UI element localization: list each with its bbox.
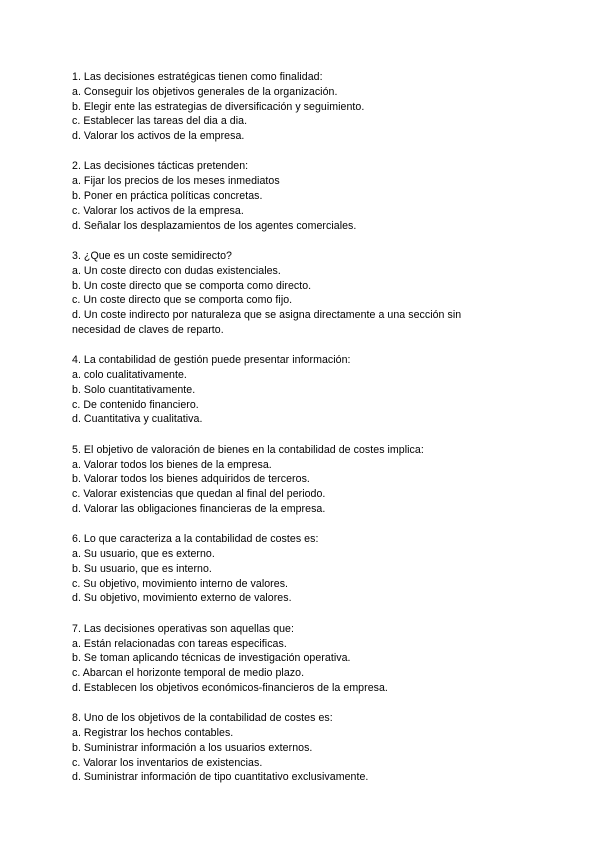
answer-option: b. Suministrar información a los usuarios externos. xyxy=(72,741,313,754)
question-6 xyxy=(72,532,532,606)
answer-option: b. Elegir ente las estrategias de diversificación y seguimiento. xyxy=(72,100,365,113)
answer-option: a. Conseguir los objetivos generales de la organización. xyxy=(72,85,338,98)
question-2 xyxy=(72,159,532,233)
answer-option: a. Están relacionadas con tareas especificas. xyxy=(72,637,287,650)
answer-option: a. Su usuario, que es externo. xyxy=(72,548,215,561)
question-5 xyxy=(72,443,532,517)
question-prompt: 5. El objetivo de valoración de bienes en la contabilidad de costes implica: xyxy=(72,443,424,456)
answer-option: a. Fijar los precios de los meses inmediatos xyxy=(72,175,280,188)
answer-option-continuation: necesidad de claves de reparto. xyxy=(72,323,224,336)
question-prompt: 3. ¿Que es un coste semidirecto? xyxy=(72,249,232,262)
question-3 xyxy=(72,249,532,338)
answer-option: d. Establecen los objetivos económicos-financieros de la empresa. xyxy=(72,681,388,694)
answer-option: c. Establecer las tareas del dia a dia. xyxy=(72,115,248,128)
answer-option: c. De contenido financiero. xyxy=(72,398,199,411)
answer-option: c. Valorar los activos de la empresa. xyxy=(72,204,244,217)
answer-option: c. Un coste directo que se comporta como fijo. xyxy=(72,294,293,307)
answer-option: b. Poner en práctica políticas concretas. xyxy=(72,190,263,203)
answer-option: a. colo cualitativamente. xyxy=(72,369,187,382)
answer-option: d. Señalar los desplazamientos de los agentes comerciales. xyxy=(72,219,357,232)
question-prompt: 6. Lo que caracteriza a la contabilidad de costes es: xyxy=(72,533,319,546)
question-1 xyxy=(72,70,532,144)
question-prompt: 7. Las decisiones operativas son aquellas que: xyxy=(72,622,294,635)
answer-option: c. Abarcan el horizonte temporal de medio plazo. xyxy=(72,667,305,680)
question-prompt: 2. Las decisiones tácticas pretenden: xyxy=(72,160,249,173)
answer-option: a. Registrar los hechos contables. xyxy=(72,726,234,739)
question-prompt: 1. Las decisiones estratégicas tienen como finalidad: xyxy=(72,71,323,83)
answer-option: a. Valorar todos los bienes de la empresa. xyxy=(72,458,272,471)
answer-option: c. Valorar los inventarios de existencias. xyxy=(72,756,263,769)
answer-option: b. Un coste directo que se comporta como directo. xyxy=(72,279,312,292)
question-prompt: 8. Uno de los objetivos de la contabilidad de costes es: xyxy=(72,712,333,725)
answer-option: b. Se toman aplicando técnicas de investigación operativa. xyxy=(72,652,351,665)
answer-option: d. Cuantitativa y cualitativa. xyxy=(72,413,203,426)
answer-option: b. Valorar todos los bienes adquiridos de terceros. xyxy=(72,473,310,486)
answer-option: b. Su usuario, que es interno. xyxy=(72,562,212,575)
answer-option: b. Solo cuantitativamente. xyxy=(72,383,196,396)
answer-option: d. Su objetivo, movimiento externo de valores. xyxy=(72,592,292,605)
answer-option: d. Valorar las obligaciones financieras de la empresa. xyxy=(72,502,326,515)
question-7 xyxy=(72,622,532,696)
answer-option: d. Valorar los activos de la empresa. xyxy=(72,130,245,143)
document-page xyxy=(72,70,532,801)
answer-option: d. Suministrar información de tipo cuantitativo exclusivamente. xyxy=(72,771,369,784)
answer-option: c. Valorar existencias que quedan al final del periodo. xyxy=(72,488,326,501)
question-prompt: 4. La contabilidad de gestión puede presentar información: xyxy=(72,354,351,367)
answer-option: c. Su objetivo, movimiento interno de valores. xyxy=(72,577,289,590)
answer-option: a. Un coste directo con dudas existenciales. xyxy=(72,264,281,277)
question-8 xyxy=(72,711,532,785)
question-4 xyxy=(72,353,532,427)
answer-option: d. Un coste indirecto por naturaleza que se asigna directamente a una sección sin xyxy=(72,309,462,322)
